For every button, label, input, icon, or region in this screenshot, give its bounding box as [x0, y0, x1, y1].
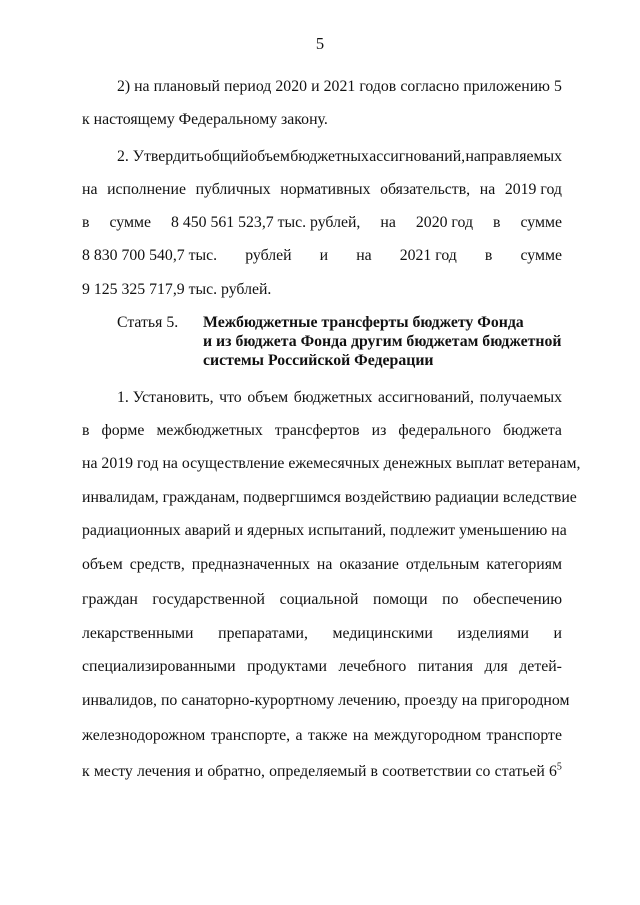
word: соответствии	[382, 763, 472, 780]
text-line	[82, 555, 562, 575]
word: социальной	[279, 591, 359, 608]
word: медицинскими	[332, 625, 433, 642]
word: по	[442, 591, 459, 608]
page-number: 5	[315, 34, 325, 53]
word: нормативных	[280, 181, 371, 198]
word: 2021 год	[399, 247, 457, 264]
word: а	[295, 727, 303, 744]
word: что	[219, 389, 242, 406]
word: питания	[417, 658, 474, 675]
word: приложению	[463, 78, 550, 95]
word: 2020	[275, 78, 307, 95]
word: к	[82, 763, 90, 780]
word: на	[82, 181, 98, 198]
word: междугородном	[373, 727, 482, 744]
word: инвалидам, гражданам, подвергшимся воздействию радиации вследствие	[82, 489, 577, 506]
text-line	[82, 726, 562, 746]
word: месту	[93, 763, 133, 780]
word: определяемый	[269, 763, 367, 780]
word: $6^5$	[549, 761, 562, 780]
text-line	[82, 454, 581, 474]
text-line	[82, 246, 562, 266]
word: радиационных аварий и ядерных испытаний, подлежит уменьшению на	[82, 522, 567, 539]
word: сумме	[109, 214, 151, 231]
word: препаратами,	[218, 625, 308, 642]
word: статьей	[494, 763, 545, 780]
word: обратно,	[207, 763, 265, 780]
word: 8 830 700 540,7 тыс.	[82, 247, 218, 264]
word: межбюджетных	[156, 422, 263, 439]
word: обеспечению	[473, 591, 562, 608]
word: 5	[554, 78, 562, 95]
word: 2) на	[117, 78, 150, 95]
word: на	[380, 214, 396, 231]
text-line	[82, 488, 577, 508]
word: на 2019 год на осуществление ежемесячных денежных выплат ветеранам,	[82, 455, 581, 472]
word: 1. Установить,	[117, 389, 214, 406]
word: бюджетных	[293, 389, 373, 406]
word: категориям	[486, 556, 562, 573]
word: получаемых	[479, 389, 562, 406]
word: специализированными	[82, 658, 236, 675]
text-line	[82, 762, 562, 782]
text-line	[117, 147, 562, 167]
text-line	[82, 624, 562, 644]
text-line	[117, 388, 562, 408]
word: лечения	[136, 763, 191, 780]
word: на	[316, 556, 333, 573]
word: на	[479, 181, 496, 198]
word: 9 125 325 717,9 тыс. рублей.	[82, 281, 272, 298]
word: изделиями	[457, 625, 529, 642]
word: помощи	[373, 591, 428, 608]
word: бюджетных	[290, 148, 369, 165]
article-label: Статья 5.	[117, 314, 179, 331]
article-title-line: системы Российской Федерации	[203, 352, 434, 369]
word: бюджета	[503, 422, 562, 439]
word: плановый	[153, 78, 220, 95]
word: исполнение	[107, 181, 186, 198]
word: и	[311, 78, 320, 95]
text-line	[117, 77, 562, 97]
word: ассигнований,	[369, 148, 466, 165]
word: также	[307, 727, 348, 744]
word: трансфертов	[274, 422, 360, 439]
word: оказание	[339, 556, 399, 573]
text-line	[82, 521, 567, 541]
word: в	[82, 422, 90, 439]
word: и	[553, 625, 562, 642]
word: 2019 год	[504, 181, 562, 198]
word: со	[475, 763, 491, 780]
word: общий	[203, 148, 249, 165]
text-line	[82, 590, 562, 610]
word: сумме	[520, 247, 562, 264]
word: лекарственными	[82, 625, 194, 642]
word: из	[371, 422, 387, 439]
word: и	[319, 247, 329, 264]
word: государственной	[152, 591, 265, 608]
word: на	[352, 727, 369, 744]
word: лечебного	[338, 658, 407, 675]
word: объем	[249, 148, 290, 165]
word: в	[370, 763, 379, 780]
word: согласно	[400, 78, 460, 95]
word: средств,	[129, 556, 185, 573]
word: годов	[359, 78, 397, 95]
word: железнодорожном	[82, 727, 206, 744]
text-line	[82, 213, 562, 233]
word: предназначенных	[191, 556, 310, 573]
word: в	[484, 247, 493, 264]
word: инвалидов, по санаторно-курортному лечению, проезду на пригородном	[82, 692, 570, 709]
word: к настоящему Федеральному закону.	[82, 111, 328, 128]
word: транспорте	[486, 727, 562, 744]
text-line	[82, 691, 570, 711]
article-title	[203, 313, 563, 370]
word: и	[194, 763, 204, 780]
word: обязательств,	[380, 181, 471, 198]
word: рублей	[245, 247, 292, 264]
text-line	[82, 657, 562, 677]
word: направляемых	[465, 148, 562, 165]
article-title-line: Межбюджетные трансферты бюджету Фонда	[203, 314, 524, 331]
text-line	[82, 421, 562, 441]
article-title-line: и из бюджета Фонда другим бюджетам бюджетной	[203, 333, 562, 350]
word: период	[224, 78, 272, 95]
word: объем	[82, 556, 123, 573]
word: федерального	[398, 422, 491, 439]
word: продуктами	[247, 658, 327, 675]
word: 2. Утвердить	[117, 148, 204, 165]
word: граждан	[82, 591, 138, 608]
text-line	[82, 110, 562, 130]
word: ассигнований,	[378, 389, 474, 406]
word: 8 450 561 523,7 тыс. рублей,	[171, 214, 361, 231]
text-line	[82, 180, 562, 200]
word: форме	[101, 422, 145, 439]
word: детей-	[519, 658, 562, 675]
text-line	[82, 280, 562, 300]
word: публичных	[195, 181, 271, 198]
word: сумме	[520, 214, 562, 231]
word: 2021	[323, 78, 356, 95]
word: в	[82, 214, 90, 231]
word: транспорте,	[210, 727, 291, 744]
word: на	[356, 247, 372, 264]
article-reference-superscript: 5	[556, 761, 562, 773]
word: отдельным	[405, 556, 480, 573]
word: 2020 год	[415, 214, 473, 231]
word: в	[493, 214, 501, 231]
word: для	[484, 658, 508, 675]
word: объем	[247, 389, 289, 406]
